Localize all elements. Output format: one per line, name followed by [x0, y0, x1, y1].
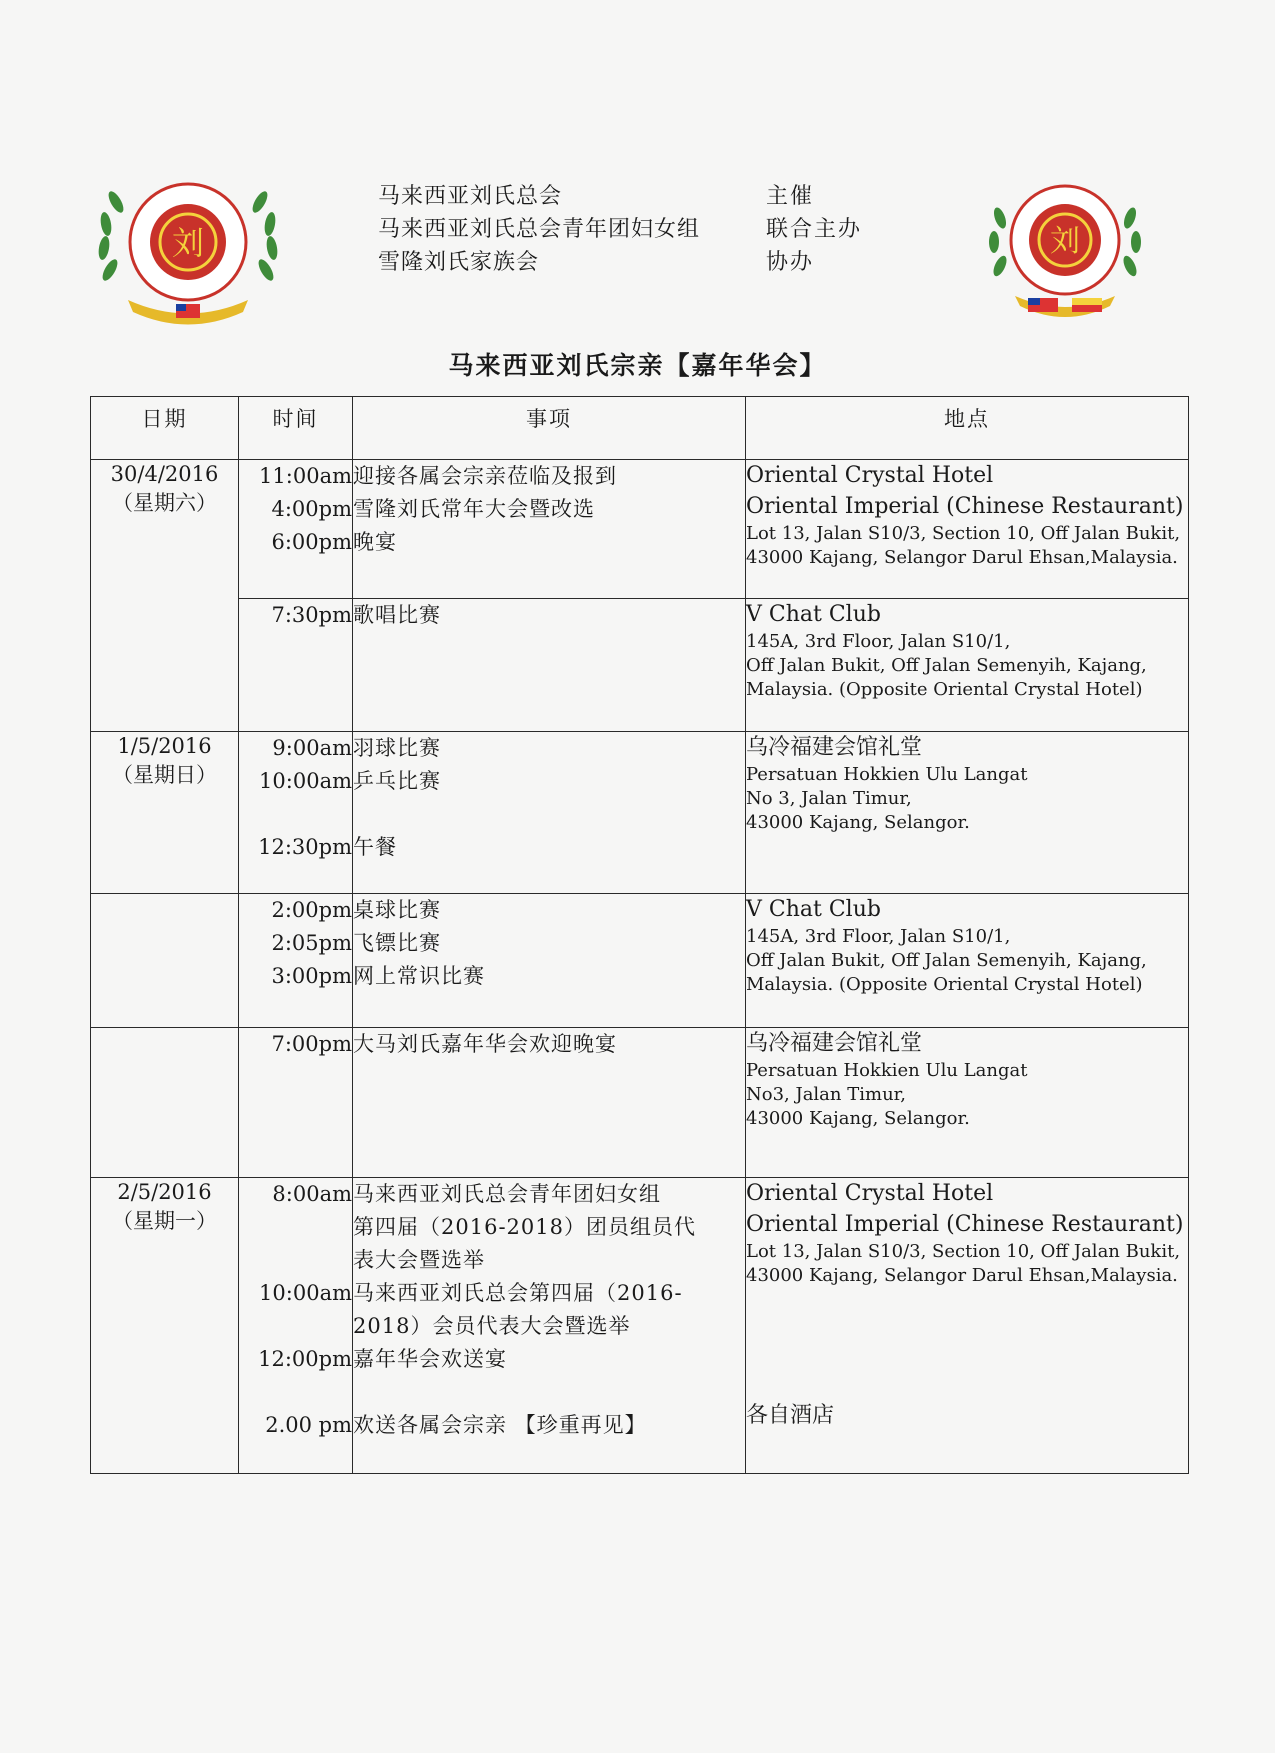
event-text: 大马刘氏嘉年华会欢迎晚宴 — [353, 1032, 617, 1056]
organizer-role: 主催 — [766, 184, 815, 209]
venue-address: 43000 Kajang, Selangor. — [746, 812, 970, 833]
event-text: 晚宴 — [353, 530, 397, 554]
venue-name: 乌冷福建会馆礼堂 — [746, 1031, 923, 1056]
date-cell — [91, 732, 239, 894]
weekday-text: （星期一） — [112, 1209, 217, 1233]
venue-address: 145A, 3rd Floor, Jalan S10/1, — [746, 926, 1011, 947]
place-cell — [746, 460, 1189, 599]
time-text: 11:00am — [259, 464, 352, 488]
organizer-name: 马来西亚刘氏总会 — [378, 184, 563, 209]
organizer-list — [378, 180, 862, 279]
time-cell — [239, 1028, 353, 1178]
page-title: 马来西亚刘氏宗亲【嘉年华会】 — [448, 351, 827, 380]
venue-address: Malaysia. (Opposite Oriental Crystal Hotel) — [746, 974, 1143, 995]
place-cell — [746, 1028, 1189, 1178]
event-cell — [353, 1028, 746, 1178]
event-text: 迎接各属会宗亲莅临及报到 — [353, 464, 617, 488]
date-text: 2/5/2016 — [117, 1180, 212, 1204]
event-text: 欢送各属会宗亲 【珍重再见】 — [353, 1413, 647, 1437]
time-text: 4:00pm — [271, 497, 352, 521]
event-text: 2018）会员代表大会暨选举 — [353, 1314, 631, 1338]
venue-address: Malaysia. (Opposite Oriental Crystal Hotel) — [746, 679, 1143, 700]
organizer-role: 联合主办 — [766, 217, 863, 242]
date-text: 1/5/2016 — [117, 734, 212, 758]
time-text: 7:00pm — [271, 1032, 352, 1056]
event-text: 桌球比赛 — [353, 898, 441, 922]
venue-address: 145A, 3rd Floor, Jalan S10/1, — [746, 631, 1011, 652]
venue-address: 43000 Kajang, Selangor. — [746, 1108, 970, 1129]
event-text: 马来西亚刘氏总会青年团妇女组 — [353, 1182, 661, 1206]
venue-name: V Chat Club — [746, 602, 881, 627]
time-text: 2:05pm — [271, 931, 352, 955]
place-cell — [746, 732, 1189, 894]
venue-address: Lot 13, Jalan S10/3, Section 10, Off Jalan Bukit, — [746, 1241, 1181, 1262]
schedule-table — [90, 396, 1189, 1474]
header-event: 事项 — [353, 397, 746, 460]
table-header-row — [91, 397, 1189, 460]
time-text: 8:00am — [272, 1182, 352, 1206]
event-text: 第四届（2016-2018）团员组员代 — [353, 1215, 696, 1239]
time-cell — [239, 1178, 353, 1474]
event-cell — [353, 599, 746, 732]
header-date: 日期 — [91, 397, 239, 460]
logo-left-char: 刘 — [171, 224, 205, 262]
time-text: 2.00 pm — [265, 1413, 352, 1437]
venue-address: 43000 Kajang, Selangor Darul Ehsan,Malaysia. — [746, 547, 1178, 568]
event-text: 嘉年华会欢送宴 — [353, 1347, 507, 1371]
venue-address: Lot 13, Jalan S10/3, Section 10, Off Jalan Bukit, — [746, 523, 1181, 544]
logo-right-char: 刘 — [1050, 224, 1080, 259]
date-cell — [91, 460, 239, 732]
organizer-name: 雪隆刘氏家族会 — [378, 250, 540, 275]
venue-name: V Chat Club — [746, 897, 881, 922]
event-cell — [353, 732, 746, 894]
event-cell — [353, 460, 746, 599]
event-text: 乒乓比赛 — [353, 769, 441, 793]
event-cell — [353, 1178, 746, 1474]
event-text: 马来西亚刘氏总会第四届（2016- — [353, 1281, 683, 1305]
time-text: 7:30pm — [271, 603, 352, 627]
time-cell — [239, 732, 353, 894]
header-place: 地点 — [746, 397, 1189, 460]
table-row — [91, 894, 1189, 1028]
venue-name: 各自酒店 — [746, 1403, 835, 1428]
association-logo-left — [88, 172, 288, 332]
table-row — [91, 1178, 1189, 1474]
date-cell — [91, 1178, 239, 1474]
event-text: 表大会暨选举 — [353, 1248, 485, 1272]
venue-name: Oriental Crystal Hotel — [746, 1181, 994, 1206]
date-text: 30/4/2016 — [110, 462, 219, 486]
time-text: 3:00pm — [271, 964, 352, 988]
event-text: 歌唱比赛 — [353, 603, 441, 627]
venue-address: No3, Jalan Timur, — [746, 1084, 907, 1105]
time-text: 2:00pm — [271, 898, 352, 922]
venue-name: Oriental Imperial (Chinese Restaurant) — [746, 1212, 1184, 1237]
time-text: 12:30pm — [258, 835, 352, 859]
place-cell — [746, 1178, 1189, 1474]
time-cell — [239, 460, 353, 599]
time-text: 6:00pm — [271, 530, 352, 554]
place-cell — [746, 894, 1189, 1028]
event-text: 雪隆刘氏常年大会暨改选 — [353, 497, 595, 521]
table-row — [91, 1028, 1189, 1178]
date-cell-empty — [91, 894, 239, 1028]
venue-address: Persatuan Hokkien Ulu Langat — [746, 764, 1028, 785]
table-row — [91, 599, 1189, 732]
time-cell — [239, 599, 353, 732]
event-cell — [353, 894, 746, 1028]
venue-address: 43000 Kajang, Selangor Darul Ehsan,Malaysia. — [746, 1265, 1178, 1286]
table-row — [91, 460, 1189, 599]
time-text: 9:00am — [272, 736, 352, 760]
event-text: 网上常识比赛 — [353, 964, 485, 988]
event-text: 午餐 — [353, 835, 397, 859]
association-logo-right — [980, 178, 1150, 328]
organizer-row — [378, 213, 862, 246]
date-cell-empty — [91, 1028, 239, 1178]
venue-name: Oriental Crystal Hotel — [746, 463, 994, 488]
organizer-role: 协办 — [766, 250, 815, 275]
table-row — [91, 732, 1189, 894]
venue-address: Off Jalan Bukit, Off Jalan Semenyih, Kajang, — [746, 950, 1147, 971]
venue-address: No 3, Jalan Timur, — [746, 788, 912, 809]
event-text: 飞镖比赛 — [353, 931, 441, 955]
venue-address: Persatuan Hokkien Ulu Langat — [746, 1060, 1028, 1081]
weekday-text: （星期日） — [112, 763, 217, 787]
venue-name: Oriental Imperial (Chinese Restaurant) — [746, 494, 1184, 519]
weekday-text: （星期六） — [112, 491, 217, 515]
place-cell — [746, 599, 1189, 732]
organizer-name: 马来西亚刘氏总会青年团妇女组 — [378, 217, 701, 242]
time-text: 10:00am — [259, 769, 352, 793]
event-text: 羽球比赛 — [353, 736, 441, 760]
time-text: 12:00pm — [258, 1347, 352, 1371]
time-cell — [239, 894, 353, 1028]
organizer-row — [378, 246, 862, 279]
header-time: 时间 — [239, 397, 353, 460]
venue-name: 乌冷福建会馆礼堂 — [746, 735, 923, 760]
organizer-row — [378, 180, 862, 213]
venue-address: Off Jalan Bukit, Off Jalan Semenyih, Kajang, — [746, 655, 1147, 676]
time-text: 10:00am — [259, 1281, 352, 1305]
